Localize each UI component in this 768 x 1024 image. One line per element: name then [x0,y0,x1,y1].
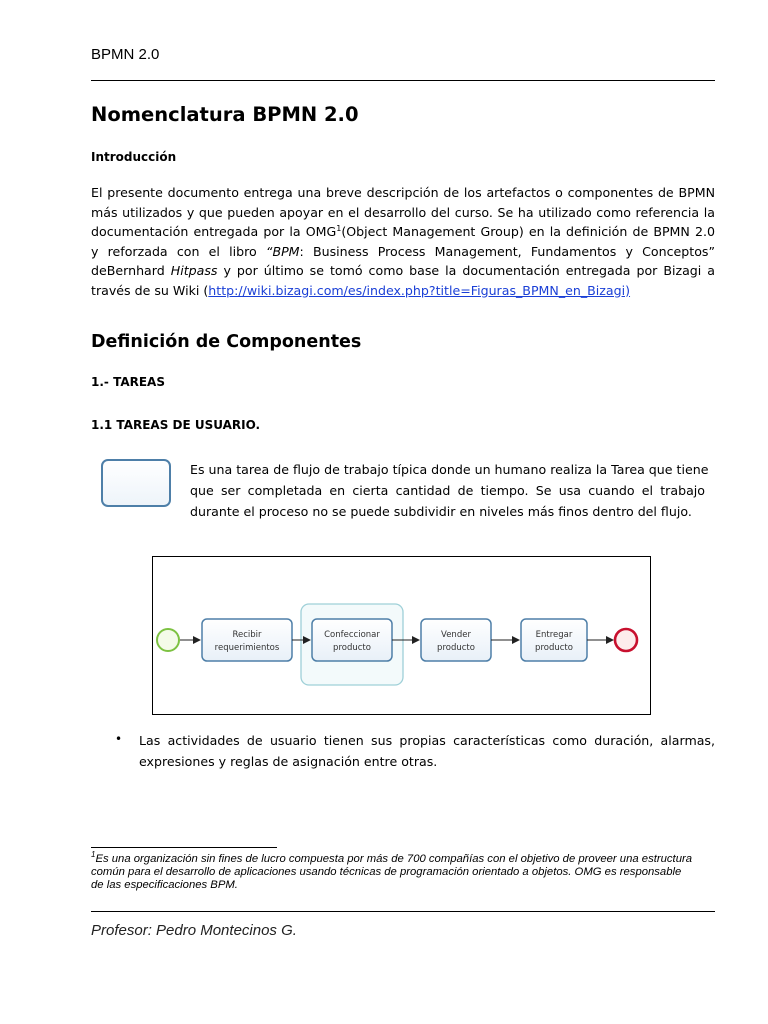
bpmn-diagram [152,556,651,715]
footer-rule [91,911,715,912]
task-desc-line-2: que ser completada en cierta cantidad de tiempo. Se usa cuando el trabajo [190,483,705,498]
bpmn-diagram-svg [153,557,650,714]
task-4-label-1: Entregar [535,630,573,640]
intro-line-4: y reforzada con el libro “BPM: Business Process Management, Fundamentos y Conceptos” [91,243,715,259]
intro-line-5: deBernhard Hitpass y por último se tomó como base la documentación entregada por Bizagi a [91,263,715,278]
task-2-label-1: Confeccionar [324,630,380,640]
document-title: Nomenclatura BPMN 2.0 [91,103,359,126]
intro-line-3: documentación entregada por la OMG$^1$(Object Management Group) en la definición de BPMN 2.0 [91,223,715,239]
task-desc-line-3: durante el proceso no se puede subdividir en niveles más finos dentro del flujo. [190,504,692,519]
footnote-rule [91,847,277,848]
footnote-line-3: de las especificaciones BPM. [91,879,238,891]
user-task-shape [101,459,171,507]
wiki-link[interactable]: http://wiki.bizagi.com/es/index.php?title=Figuras_BPMN_en_Bizagi) [208,282,631,298]
task-desc-line-1: Es una tarea de flujo de trabajo típica donde un humano realiza la Tarea que tiene [190,462,709,477]
bullet-line-1: Las actividades de usuario tienen sus propias características como duración, alarmas, [139,733,715,748]
footnote [91,850,715,892]
footnote-ref: 1 [336,223,342,233]
task-vender-producto [421,619,491,661]
intro-line-6: través de su Wiki (http://wiki.bizagi.com/es/index.php?title=Figuras_BPMN_en_Bizagi) [91,282,631,298]
task-4-label-2: producto [535,643,573,653]
bullet-icon: • [115,732,123,746]
task-recibir-requerimientos [202,619,292,661]
task-description [190,459,709,522]
header-title: BPMN 2.0 [91,46,160,63]
task-3-label-2: producto [437,643,475,653]
bullet-text [139,730,715,772]
task-entregar-producto [521,619,587,661]
footer-author: Profesor: Pedro Montecinos G. [91,922,297,939]
intro-heading: Introducción [91,150,177,164]
end-event-icon [615,629,637,651]
task-1-label-1: Recibir [232,630,262,640]
bullet-line-2: expresiones y reglas de asignación entre otras. [139,754,438,769]
task-2-label-2: producto [333,643,371,653]
header-rule [91,80,715,81]
task-3-label-1: Vender [441,630,471,640]
task-1-label-2: requerimientos [214,643,280,653]
intro-paragraph [91,183,715,300]
start-event-icon [157,629,179,651]
intro-line-1: El presente documento entrega una breve descripción de los artefactos o componentes de BPMN [91,185,715,200]
subheading-tareas-usuario: 1.1 TAREAS DE USUARIO. [91,418,261,432]
footnote-line-2: común para el desarrollo de aplicaciones usando técnicas de programación orientado a objetos. OMG es responsable [91,866,682,878]
footnote-line-1: $^1$Es una organización sin fines de lucro compuesta por más de 700 compañías con el objetivo de proveer una estructura [91,850,693,865]
footnote-number: 1 [91,850,96,860]
task-confeccionar-producto [312,619,392,661]
intro-line-2: más utilizados y que pueden apoyar en el desarrollo del curso. Se ha utilizado como referencia la [91,204,715,220]
section-heading: Definición de Componentes [91,332,362,352]
subheading-tareas: 1.- TAREAS [91,375,165,389]
